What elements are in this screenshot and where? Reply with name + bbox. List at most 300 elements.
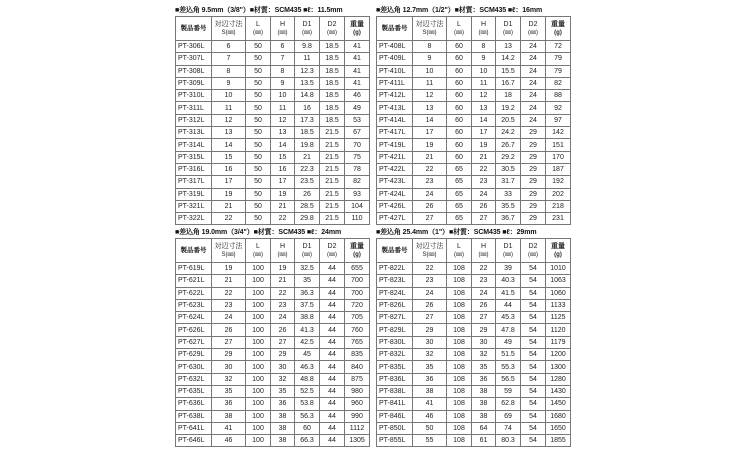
cell-height-H: 38 bbox=[271, 435, 295, 447]
cell-diameter-D1: 35 bbox=[295, 275, 320, 287]
table-row bbox=[176, 151, 370, 163]
cell-weight: 78 bbox=[345, 163, 370, 175]
cell-height-H: 29 bbox=[271, 349, 295, 361]
spec-table-block bbox=[376, 228, 570, 447]
cell-length-L: 108 bbox=[447, 287, 472, 299]
cell-product-number: PT-621L bbox=[176, 275, 212, 287]
cell-length-L: 60 bbox=[447, 102, 472, 114]
table-row bbox=[377, 336, 571, 348]
table-row bbox=[176, 299, 370, 311]
cell-product-number: PT-623L bbox=[176, 299, 212, 311]
cell-product-number: PT-841L bbox=[377, 398, 413, 410]
cell-height-H: 10 bbox=[472, 65, 496, 77]
table-row bbox=[176, 139, 370, 151]
cell-length-L: 50 bbox=[246, 77, 271, 89]
cell-product-number: PT-424L bbox=[377, 188, 413, 200]
cell-weight: 41 bbox=[345, 53, 370, 65]
cell-length-L: 60 bbox=[447, 41, 472, 53]
header-weight: 重量 (g) bbox=[345, 239, 370, 263]
header-weight: 重量 (g) bbox=[546, 239, 571, 263]
cell-length-L: 60 bbox=[447, 127, 472, 139]
table-row bbox=[377, 65, 571, 77]
table-slot-12-7mm bbox=[376, 6, 570, 225]
cell-size: 11 bbox=[413, 77, 447, 89]
cell-diameter-D1: 32.5 bbox=[295, 263, 320, 275]
cell-diameter-D1: 60 bbox=[295, 422, 320, 434]
cell-diameter-D2: 54 bbox=[521, 324, 546, 336]
cell-product-number: PT-846L bbox=[377, 410, 413, 422]
cell-height-H: 15 bbox=[271, 151, 295, 163]
cell-diameter-D1: 9.8 bbox=[295, 41, 320, 53]
cell-length-L: 50 bbox=[246, 188, 271, 200]
cell-size: 10 bbox=[413, 65, 447, 77]
cell-size: 16 bbox=[212, 163, 246, 175]
table-row bbox=[176, 163, 370, 175]
cell-size: 22 bbox=[413, 263, 447, 275]
cell-size: 38 bbox=[212, 410, 246, 422]
cell-product-number: PT-417L bbox=[377, 127, 413, 139]
cell-diameter-D2: 18.5 bbox=[320, 53, 345, 65]
cell-length-L: 60 bbox=[447, 90, 472, 102]
table-slot-19-0mm bbox=[175, 228, 369, 447]
cell-size: 26 bbox=[212, 324, 246, 336]
cell-size: 10 bbox=[212, 90, 246, 102]
header-D1: D1 (㎜) bbox=[295, 17, 320, 41]
table-row bbox=[377, 422, 571, 434]
cell-height-H: 19 bbox=[271, 188, 295, 200]
cell-height-H: 32 bbox=[271, 373, 295, 385]
cell-weight: 72 bbox=[546, 41, 571, 53]
cell-length-L: 108 bbox=[447, 373, 472, 385]
cell-product-number: PT-411L bbox=[377, 77, 413, 89]
cell-diameter-D1: 18.5 bbox=[295, 127, 320, 139]
cell-weight: 1650 bbox=[546, 422, 571, 434]
table-row bbox=[176, 188, 370, 200]
cell-weight: 840 bbox=[345, 361, 370, 373]
cell-size: 24 bbox=[413, 287, 447, 299]
cell-length-L: 100 bbox=[246, 361, 271, 373]
cell-weight: 79 bbox=[546, 65, 571, 77]
table-row bbox=[377, 53, 571, 65]
table-row bbox=[176, 435, 370, 447]
cell-diameter-D1: 23.5 bbox=[295, 176, 320, 188]
spec-table-block bbox=[175, 6, 369, 225]
cell-product-number: PT-310L bbox=[176, 90, 212, 102]
cell-height-H: 16 bbox=[271, 163, 295, 175]
table-row bbox=[377, 398, 571, 410]
cell-diameter-D1: 26.7 bbox=[496, 139, 521, 151]
table-row bbox=[176, 65, 370, 77]
table-row bbox=[377, 287, 571, 299]
cell-weight: 1200 bbox=[546, 349, 571, 361]
cell-product-number: PT-626L bbox=[176, 324, 212, 336]
cell-diameter-D1: 51.5 bbox=[496, 349, 521, 361]
cell-height-H: 38 bbox=[271, 422, 295, 434]
table-row bbox=[377, 324, 571, 336]
cell-height-H: 38 bbox=[472, 398, 496, 410]
cell-length-L: 100 bbox=[246, 398, 271, 410]
cell-length-L: 60 bbox=[447, 53, 472, 65]
cell-length-L: 50 bbox=[246, 90, 271, 102]
cell-size: 26 bbox=[413, 299, 447, 311]
cell-weight: 1179 bbox=[546, 336, 571, 348]
cell-height-H: 38 bbox=[472, 385, 496, 397]
cell-length-L: 50 bbox=[246, 151, 271, 163]
cell-diameter-D1: 41.3 bbox=[295, 324, 320, 336]
cell-product-number: PT-838L bbox=[377, 385, 413, 397]
header-D2: D2 (㎜) bbox=[320, 239, 345, 263]
cell-length-L: 100 bbox=[246, 349, 271, 361]
cell-length-L: 108 bbox=[447, 385, 472, 397]
header-product: 製品番号 bbox=[377, 239, 413, 263]
cell-size: 17 bbox=[413, 127, 447, 139]
cell-weight: 1112 bbox=[345, 422, 370, 434]
cell-height-H: 27 bbox=[472, 213, 496, 225]
cell-product-number: PT-423L bbox=[377, 176, 413, 188]
cell-weight: 700 bbox=[345, 287, 370, 299]
cell-height-H: 27 bbox=[271, 336, 295, 348]
cell-size: 26 bbox=[413, 200, 447, 212]
table-row bbox=[176, 200, 370, 212]
table-row bbox=[377, 312, 571, 324]
cell-diameter-D2: 24 bbox=[521, 41, 546, 53]
cell-height-H: 64 bbox=[472, 422, 496, 434]
cell-length-L: 108 bbox=[447, 299, 472, 311]
cell-diameter-D2: 21.5 bbox=[320, 200, 345, 212]
cell-diameter-D2: 18.5 bbox=[320, 65, 345, 77]
cell-size: 21 bbox=[212, 275, 246, 287]
cell-size: 9 bbox=[413, 53, 447, 65]
cell-height-H: 19 bbox=[472, 139, 496, 151]
header-weight: 重量 (g) bbox=[546, 17, 571, 41]
header-H: H (㎜) bbox=[271, 17, 295, 41]
cell-weight: 1680 bbox=[546, 410, 571, 422]
table-row bbox=[377, 435, 571, 447]
cell-diameter-D1: 15.5 bbox=[496, 65, 521, 77]
cell-diameter-D1: 53.8 bbox=[295, 398, 320, 410]
cell-diameter-D2: 44 bbox=[320, 312, 345, 324]
header-product: 製品番号 bbox=[176, 239, 212, 263]
cell-diameter-D1: 26 bbox=[295, 188, 320, 200]
cell-product-number: PT-646L bbox=[176, 435, 212, 447]
cell-size: 12 bbox=[212, 114, 246, 126]
table-row bbox=[176, 176, 370, 188]
header-size: 対辺寸法 S(㎜) bbox=[413, 17, 447, 41]
table-title: ■差込角 19.0mm（3/4"）■材質：SCM435 ■ℓ：24mm bbox=[175, 229, 342, 236]
cell-size: 19 bbox=[413, 139, 447, 151]
cell-diameter-D2: 54 bbox=[521, 287, 546, 299]
table-title: ■差込角 12.7mm（1/2"）■材質：SCM435 ■ℓ：16mm bbox=[376, 7, 543, 14]
cell-length-L: 108 bbox=[447, 398, 472, 410]
cell-size: 13 bbox=[212, 127, 246, 139]
cell-product-number: PT-829L bbox=[377, 324, 413, 336]
cell-weight: 1305 bbox=[345, 435, 370, 447]
cell-height-H: 6 bbox=[271, 41, 295, 53]
cell-weight: 41 bbox=[345, 41, 370, 53]
cell-length-L: 100 bbox=[246, 324, 271, 336]
cell-length-L: 108 bbox=[447, 422, 472, 434]
cell-size: 46 bbox=[413, 410, 447, 422]
cell-height-H: 12 bbox=[271, 114, 295, 126]
cell-size: 13 bbox=[413, 102, 447, 114]
cell-diameter-D2: 29 bbox=[521, 139, 546, 151]
cell-weight: 75 bbox=[345, 151, 370, 163]
cell-diameter-D1: 29.8 bbox=[295, 213, 320, 225]
cell-weight: 170 bbox=[546, 151, 571, 163]
table-row bbox=[377, 200, 571, 212]
cell-weight: 1120 bbox=[546, 324, 571, 336]
cell-height-H: 35 bbox=[271, 385, 295, 397]
cell-weight: 82 bbox=[345, 176, 370, 188]
table-row bbox=[176, 410, 370, 422]
cell-diameter-D2: 54 bbox=[521, 422, 546, 434]
cell-size: 29 bbox=[413, 324, 447, 336]
cell-size: 29 bbox=[212, 349, 246, 361]
cell-diameter-D1: 40.3 bbox=[496, 275, 521, 287]
table-row bbox=[176, 287, 370, 299]
cell-height-H: 9 bbox=[472, 53, 496, 65]
header-size: 対辺寸法 S(㎜) bbox=[212, 17, 246, 41]
cell-diameter-D1: 13.5 bbox=[295, 77, 320, 89]
cell-size: 32 bbox=[212, 373, 246, 385]
cell-product-number: PT-412L bbox=[377, 90, 413, 102]
table-slot-9-5mm bbox=[175, 6, 369, 225]
cell-diameter-D2: 29 bbox=[521, 151, 546, 163]
cell-weight: 70 bbox=[345, 139, 370, 151]
cell-diameter-D1: 11 bbox=[295, 53, 320, 65]
cell-product-number: PT-322L bbox=[176, 213, 212, 225]
table-row bbox=[176, 385, 370, 397]
cell-height-H: 21 bbox=[472, 151, 496, 163]
cell-weight: 655 bbox=[345, 263, 370, 275]
cell-product-number: PT-855L bbox=[377, 435, 413, 447]
cell-height-H: 36 bbox=[271, 398, 295, 410]
cell-length-L: 50 bbox=[246, 41, 271, 53]
cell-size: 41 bbox=[212, 422, 246, 434]
cell-diameter-D2: 24 bbox=[521, 114, 546, 126]
header-D2: D2 (㎜) bbox=[521, 17, 546, 41]
table-row bbox=[176, 398, 370, 410]
cell-length-L: 50 bbox=[246, 102, 271, 114]
cell-height-H: 38 bbox=[472, 410, 496, 422]
cell-product-number: PT-836L bbox=[377, 373, 413, 385]
cell-height-H: 22 bbox=[271, 287, 295, 299]
cell-weight: 1300 bbox=[546, 361, 571, 373]
cell-diameter-D2: 24 bbox=[521, 77, 546, 89]
header-row bbox=[176, 239, 370, 263]
cell-diameter-D2: 21.5 bbox=[320, 151, 345, 163]
cell-diameter-D1: 39 bbox=[496, 263, 521, 275]
cell-size: 55 bbox=[413, 435, 447, 447]
cell-height-H: 14 bbox=[472, 114, 496, 126]
cell-weight: 1125 bbox=[546, 312, 571, 324]
cell-weight: 1855 bbox=[546, 435, 571, 447]
table-row bbox=[176, 361, 370, 373]
cell-product-number: PT-311L bbox=[176, 102, 212, 114]
cell-diameter-D2: 54 bbox=[521, 373, 546, 385]
cell-diameter-D2: 29 bbox=[521, 163, 546, 175]
cell-diameter-D1: 44 bbox=[496, 299, 521, 311]
cell-size: 36 bbox=[212, 398, 246, 410]
cell-diameter-D1: 74 bbox=[496, 422, 521, 434]
cell-height-H: 61 bbox=[472, 435, 496, 447]
cell-diameter-D2: 21.5 bbox=[320, 163, 345, 175]
cell-height-H: 11 bbox=[472, 77, 496, 89]
cell-height-H: 11 bbox=[271, 102, 295, 114]
cell-length-L: 65 bbox=[447, 163, 472, 175]
cell-size: 41 bbox=[413, 398, 447, 410]
header-L: L (㎜) bbox=[447, 239, 472, 263]
cell-height-H: 26 bbox=[472, 200, 496, 212]
cell-height-H: 24 bbox=[271, 312, 295, 324]
cell-length-L: 65 bbox=[447, 200, 472, 212]
cell-height-H: 35 bbox=[472, 361, 496, 373]
cell-size: 21 bbox=[413, 151, 447, 163]
header-row bbox=[176, 17, 370, 41]
cell-diameter-D1: 55.3 bbox=[496, 361, 521, 373]
cell-size: 15 bbox=[212, 151, 246, 163]
header-L: L (㎜) bbox=[246, 17, 271, 41]
spec-table-block bbox=[376, 6, 570, 225]
cell-diameter-D1: 45.3 bbox=[496, 312, 521, 324]
cell-height-H: 14 bbox=[271, 139, 295, 151]
cell-diameter-D2: 44 bbox=[320, 349, 345, 361]
table-row bbox=[377, 299, 571, 311]
cell-length-L: 50 bbox=[246, 200, 271, 212]
table-row bbox=[176, 275, 370, 287]
cell-diameter-D1: 41.5 bbox=[496, 287, 521, 299]
cell-diameter-D2: 24 bbox=[521, 65, 546, 77]
cell-diameter-D2: 44 bbox=[320, 398, 345, 410]
cell-length-L: 100 bbox=[246, 263, 271, 275]
table-row bbox=[176, 90, 370, 102]
cell-length-L: 100 bbox=[246, 435, 271, 447]
cell-length-L: 108 bbox=[447, 410, 472, 422]
cell-weight: 875 bbox=[345, 373, 370, 385]
cell-diameter-D1: 16 bbox=[295, 102, 320, 114]
cell-product-number: PT-413L bbox=[377, 102, 413, 114]
cell-height-H: 10 bbox=[271, 90, 295, 102]
cell-product-number: PT-414L bbox=[377, 114, 413, 126]
table-row bbox=[377, 77, 571, 89]
cell-product-number: PT-426L bbox=[377, 200, 413, 212]
cell-diameter-D1: 31.7 bbox=[496, 176, 521, 188]
cell-diameter-D2: 21.5 bbox=[320, 139, 345, 151]
cell-product-number: PT-835L bbox=[377, 361, 413, 373]
cell-diameter-D1: 66.3 bbox=[295, 435, 320, 447]
cell-diameter-D2: 18.5 bbox=[320, 41, 345, 53]
cell-length-L: 50 bbox=[246, 53, 271, 65]
table-row bbox=[176, 263, 370, 275]
cell-diameter-D1: 19.8 bbox=[295, 139, 320, 151]
cell-size: 11 bbox=[212, 102, 246, 114]
header-row bbox=[377, 17, 571, 41]
cell-product-number: PT-822L bbox=[377, 263, 413, 275]
cell-diameter-D1: 21 bbox=[295, 151, 320, 163]
header-H: H (㎜) bbox=[472, 17, 496, 41]
cell-height-H: 27 bbox=[472, 312, 496, 324]
header-D1: D1 (㎜) bbox=[496, 17, 521, 41]
cell-weight: 41 bbox=[345, 77, 370, 89]
cell-diameter-D1: 29.2 bbox=[496, 151, 521, 163]
header-D1: D1 (㎜) bbox=[295, 239, 320, 263]
cell-size: 23 bbox=[413, 176, 447, 188]
cell-height-H: 29 bbox=[472, 324, 496, 336]
cell-weight: 49 bbox=[345, 102, 370, 114]
cell-diameter-D2: 44 bbox=[320, 275, 345, 287]
cell-height-H: 13 bbox=[271, 127, 295, 139]
table-row bbox=[377, 263, 571, 275]
cell-size: 22 bbox=[212, 287, 246, 299]
cell-diameter-D2: 24 bbox=[521, 53, 546, 65]
cell-height-H: 23 bbox=[271, 299, 295, 311]
cell-diameter-D2: 44 bbox=[320, 336, 345, 348]
cell-length-L: 50 bbox=[246, 114, 271, 126]
cell-product-number: PT-632L bbox=[176, 373, 212, 385]
cell-length-L: 108 bbox=[447, 349, 472, 361]
table-row bbox=[377, 410, 571, 422]
table-row bbox=[176, 324, 370, 336]
table-row bbox=[176, 422, 370, 434]
cell-diameter-D1: 28.5 bbox=[295, 200, 320, 212]
cell-diameter-D2: 44 bbox=[320, 263, 345, 275]
cell-length-L: 60 bbox=[447, 151, 472, 163]
cell-weight: 720 bbox=[345, 299, 370, 311]
cell-weight: 202 bbox=[546, 188, 571, 200]
cell-product-number: PT-315L bbox=[176, 151, 212, 163]
header-D2: D2 (㎜) bbox=[320, 17, 345, 41]
cell-weight: 82 bbox=[546, 77, 571, 89]
cell-weight: 93 bbox=[345, 188, 370, 200]
cell-diameter-D2: 21.5 bbox=[320, 213, 345, 225]
cell-diameter-D2: 21.5 bbox=[320, 127, 345, 139]
table-row bbox=[377, 102, 571, 114]
header-H: H (㎜) bbox=[271, 239, 295, 263]
cell-height-H: 13 bbox=[472, 102, 496, 114]
cell-height-H: 21 bbox=[271, 275, 295, 287]
cell-product-number: PT-421L bbox=[377, 151, 413, 163]
cell-diameter-D1: 19.2 bbox=[496, 102, 521, 114]
cell-length-L: 108 bbox=[447, 324, 472, 336]
cell-diameter-D2: 54 bbox=[521, 349, 546, 361]
cell-diameter-D1: 13 bbox=[496, 41, 521, 53]
cell-diameter-D2: 29 bbox=[521, 200, 546, 212]
table-row bbox=[377, 373, 571, 385]
cell-product-number: PT-321L bbox=[176, 200, 212, 212]
cell-diameter-D2: 44 bbox=[320, 385, 345, 397]
cell-product-number: PT-627L bbox=[176, 336, 212, 348]
cell-length-L: 100 bbox=[246, 410, 271, 422]
cell-height-H: 23 bbox=[472, 275, 496, 287]
cell-diameter-D2: 44 bbox=[320, 361, 345, 373]
cell-size: 27 bbox=[413, 312, 447, 324]
cell-height-H: 19 bbox=[271, 263, 295, 275]
cell-height-H: 21 bbox=[271, 200, 295, 212]
table-row bbox=[377, 275, 571, 287]
cell-diameter-D2: 54 bbox=[521, 385, 546, 397]
cell-height-H: 17 bbox=[472, 127, 496, 139]
table-row bbox=[176, 312, 370, 324]
cell-weight: 1280 bbox=[546, 373, 571, 385]
header-product: 製品番号 bbox=[377, 17, 413, 41]
cell-diameter-D1: 14.8 bbox=[295, 90, 320, 102]
spec-table-block bbox=[175, 228, 369, 447]
cell-diameter-D1: 47.8 bbox=[496, 324, 521, 336]
cell-product-number: PT-419L bbox=[377, 139, 413, 151]
cell-diameter-D2: 54 bbox=[521, 312, 546, 324]
cell-length-L: 100 bbox=[246, 422, 271, 434]
cell-weight: 110 bbox=[345, 213, 370, 225]
